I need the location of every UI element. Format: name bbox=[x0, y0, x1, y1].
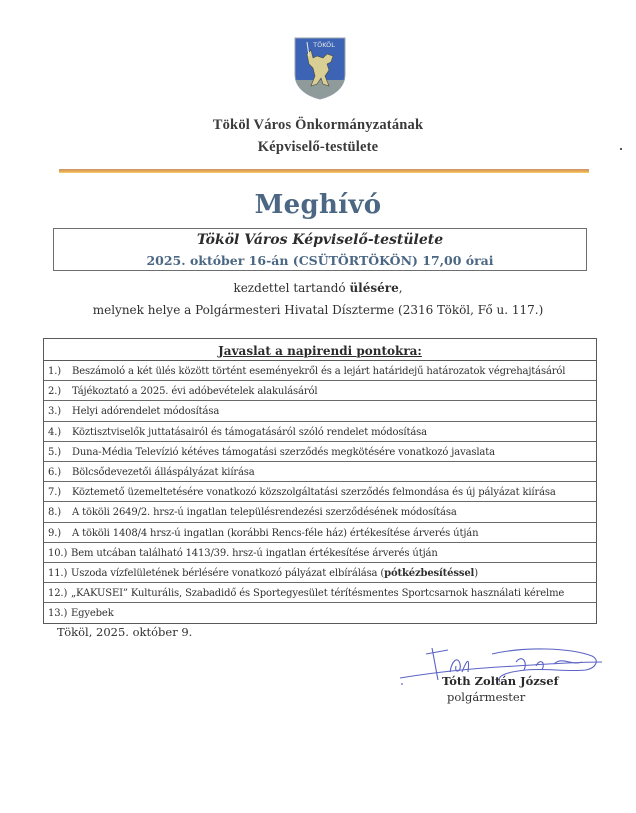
invitation-box bbox=[53, 228, 587, 271]
meeting-word: ülésére bbox=[349, 281, 399, 295]
scan-mark bbox=[620, 148, 622, 150]
signer-name: Tóth Zoltán József bbox=[442, 674, 559, 688]
agenda-row: 11.) Uszoda vízfelületének bérlésére vonatkozó pályázat elbírálása (pótkézbesítéssel) bbox=[44, 563, 596, 583]
signer-role: polgármester bbox=[447, 690, 526, 704]
meeting-datetime: 2025. október 16-án (CSÜTÖRTÖKÖN) 17,00 órai bbox=[146, 253, 494, 268]
location-line: melynek helye a Polgármesteri Hivatal Díszterme (2316 Tököl, Fő u. 117.) bbox=[92, 303, 544, 317]
agenda-row: 9.) A tököli 1408/4 hrsz-ú ingatlan (korábbi Rencs-féle ház) értékesítése árverés útján bbox=[44, 523, 596, 543]
agenda-row: 6.) Bölcsődevezetői álláspályázat kiírása bbox=[44, 462, 596, 482]
agenda-row: 10.) Bem utcában található 1413/39. hrsz-ú ingatlan értékesítése árverés útján bbox=[44, 543, 596, 563]
body-name: Tököl Város Képviselő-testülete bbox=[196, 232, 444, 248]
header-divider bbox=[59, 169, 589, 173]
place-date: Tököl, 2025. október 9. bbox=[57, 625, 193, 639]
agenda-table bbox=[43, 338, 597, 624]
agenda-row: 3.) Helyi adórendelet módosítása bbox=[44, 401, 596, 421]
agenda-row: 2.) Tájékoztató a 2025. évi adóbevételek alakulásáról bbox=[44, 381, 596, 401]
agenda-row: 8.) A tököli 2649/2. hrsz-ú ingatlan településrendezési szerződésének módosítása bbox=[44, 502, 596, 522]
agenda-row: 1.) Beszámoló a két ülés között történt eseményekről és a lejárt határidejű határozatok végrehajtásáról bbox=[44, 361, 596, 381]
org-title-line1: Tököl Város Önkormányzatának bbox=[212, 117, 424, 133]
org-title-line2: Képviselő-testülete bbox=[257, 139, 379, 155]
agenda-heading: Javaslat a napirendi pontokra: bbox=[44, 339, 596, 361]
svg-text:TÖKÖL: TÖKÖL bbox=[313, 41, 335, 49]
bold-note: pótkézbesítéssel bbox=[384, 567, 475, 579]
agenda-row: 7.) Köztemető üzemeltetésére vonatkozó közszolgáltatási szerződés felmondása és új pályázat kiírása bbox=[44, 482, 596, 502]
agenda-row: 12.) „KAKUSEI” Kulturális, Szabadidő és Sportegyesület térítésmentes Sportcsarnok használati kérelme bbox=[44, 583, 596, 603]
city-crest-icon bbox=[293, 36, 347, 100]
agenda-row: 13.) Egyebek bbox=[48, 608, 114, 620]
agenda-row: 4.) Köztisztviselők juttatásairól és támogatásáról szóló rendelet módosítása bbox=[44, 422, 596, 442]
document-title: Meghívó bbox=[254, 190, 382, 220]
agenda-row: 5.) Duna-Média Televízió kétéves támogatási szerződés megkötésére vonatkozó javaslata bbox=[44, 442, 596, 462]
meeting-line: kezdettel tartandó ülésére, bbox=[233, 281, 403, 295]
